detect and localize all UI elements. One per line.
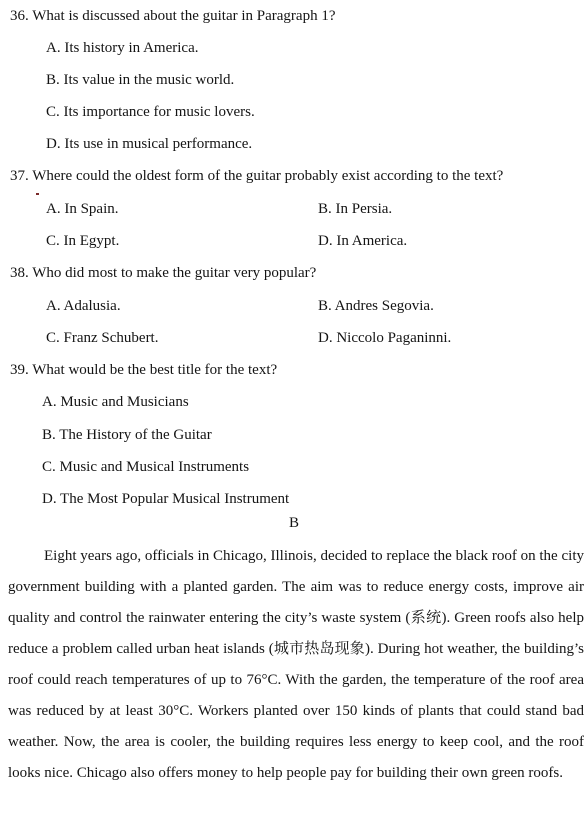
reading-passage: Eight years ago, officials in Chicago, Illinois, decided to replace the black roof on the city government building with a planted garden. The aim was to reduce energy costs, improve air quality and control the rainwater entering the city’s waste system (系统). Green roofs also help reduce a problem called urban heat islands (城市热岛现象). During hot weather, the building’s roof could reach temperatures of up to 76°C. With the garden, the temperature of the roof area was reduced by at least 30°C. Workers planted over 150 kinds of plants that could stand bad weather. Now, the area is cooler, the building requires less energy to keep cool, and the roof looks nice. Chicago also offers money to help people pay for building their own green roofs. bbox=[8, 548, 584, 781]
question-39-option-b: B. The History of the Guitar bbox=[42, 427, 212, 443]
question-37-stem: 37. Where could the oldest form of the guitar probably exist according to the text? bbox=[10, 168, 504, 184]
question-37-option-c: C. In Egypt. bbox=[46, 233, 120, 249]
question-38-option-d: D. Niccolo Paganinni. bbox=[318, 330, 452, 346]
question-36-option-a: A. Its history in America. bbox=[46, 40, 199, 56]
question-39-stem: 39. What would be the best title for the text? bbox=[10, 362, 278, 378]
question-36-stem: 36. What is discussed about the guitar in Paragraph 1? bbox=[10, 8, 336, 24]
question-36-option-b: B. Its value in the music world. bbox=[46, 72, 235, 88]
question-36-option-d: D. Its use in musical performance. bbox=[46, 136, 253, 152]
question-37-option-a: A. In Spain. bbox=[46, 201, 119, 217]
question-36-option-c: C. Its importance for music lovers. bbox=[46, 104, 255, 120]
question-37-option-d: D. In America. bbox=[318, 233, 408, 249]
question-38-stem: 38. Who did most to make the guitar very popular? bbox=[10, 265, 317, 281]
question-39-option-d: D. The Most Popular Musical Instrument bbox=[42, 491, 290, 507]
question-37-option-b: B. In Persia. bbox=[318, 201, 393, 217]
ink-dot-mark bbox=[36, 193, 39, 195]
question-39-option-a: A. Music and Musicians bbox=[42, 394, 189, 410]
question-39-option-c: C. Music and Musical Instruments bbox=[42, 459, 250, 475]
question-38-option-a: A. Adalusia. bbox=[46, 298, 121, 314]
question-38-option-b: B. Andres Segovia. bbox=[318, 298, 434, 314]
section-label: B bbox=[288, 515, 299, 531]
question-38-option-c: C. Franz Schubert. bbox=[46, 330, 159, 346]
